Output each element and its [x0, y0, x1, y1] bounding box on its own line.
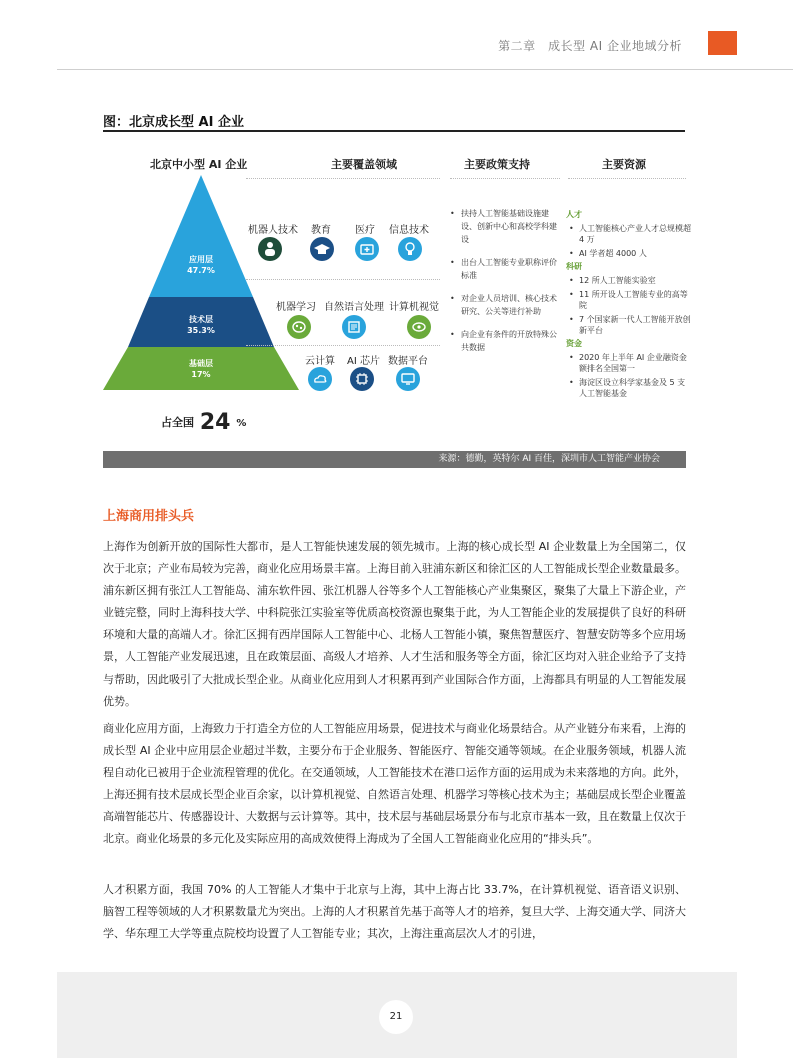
resource-item: • AI 学者超 4000 人 — [566, 248, 691, 259]
policy-item: • 向企业有条件的开放特殊公共数据 — [450, 328, 560, 354]
cloud-icon — [308, 367, 332, 391]
resource-item: • 2020 年上半年 AI 企业融资金额排名全国第一 — [566, 352, 691, 374]
resource-item: • 海淀区设立科学家基金及 5 支人工智能基金 — [566, 377, 691, 399]
policy-list — [450, 207, 560, 364]
coverage-medical: 医疗 — [355, 225, 375, 236]
policy-head-rule — [450, 178, 560, 179]
policy-item: • 扶持人工智能基础设施建设、创新中心和高校学科建设 — [450, 207, 560, 246]
foundation-layer-name: 基础层 — [189, 359, 213, 368]
coverage-divider-2 — [246, 345, 440, 346]
column-head-resources: 主要资源 — [602, 158, 646, 171]
paragraph-1: 上海作为创新开放的国际性大都市，是人工智能快速发展的领先城市。上海的核心成长型 AI 企业数量上为全国第二，仅次于北京；产业布局较为完善，商业化应用场景丰富。上海目前入驻浦东新区和徐汇区的人工智能成长型企业数量最多。浦东新区拥有张江人工智能岛、浦东软件园、张江机器人谷等多个人工智能核心产业集聚区，聚集了大量上下游企业，产业链完整，同时上海科技大学、中科院张江实验室等优质高校资源也聚集于此，为人工智能企业的发展提供了良好的科研环境和大量的高端人才。徐汇区拥有西岸国际人工智能中心、北杨人工智能小镇，聚焦智慧医疗、智慧安防等多个应用场景，人工智能产业发展迅速，且在政策层面、高级人才培养、人才生活和服务等全方面，徐汇区均对入驻企业给予了支持与帮助，因此吸引了大批成长型企业。从商业化应用到人才积累再到产业国际合作方面，上海都具有明显的人工智能发展优势。 — [103, 540, 686, 708]
paragraph-3: 人才积累方面，我国 70% 的人工智能人才集中于北京与上海，其中上海占比 33.7%，在计算机视觉、语音语义识别、脑智工程等领域的人才积累数量尤为突出。上海的人才积累首先基于高等人才的培养，复旦大学、上海交通大学、同济大学、华东理工大学等重点院校均设置了人工智能专业；其次，上海注重高层次人才的引进， — [103, 883, 686, 941]
eye-icon — [407, 315, 431, 339]
lightbulb-icon — [398, 237, 422, 261]
figure-source: 来源：德勤，英特尔 AI 百佳，深圳市人工智能产业协会 — [103, 451, 686, 468]
national-share-unit: % — [236, 418, 247, 429]
coverage-education: 教育 — [311, 225, 331, 236]
coverage-cloud: 云计算 — [305, 356, 335, 367]
resources-research-title: 科研 — [566, 262, 582, 271]
medical-kit-icon — [355, 237, 379, 261]
technology-layer-pct: 35.3% — [187, 326, 215, 335]
chip-icon — [350, 367, 374, 391]
page-number: 21 — [379, 1000, 413, 1034]
coverage-it: 信息技术 — [389, 225, 429, 236]
resource-item: • 7 个国家新一代人工智能开放创新平台 — [566, 314, 691, 336]
national-share-label: 占全国 — [161, 416, 194, 429]
pyramid-label-foundation — [161, 358, 241, 380]
resources-list — [566, 207, 691, 399]
coverage-ml: 机器学习 — [276, 302, 316, 313]
application-layer-pct: 47.7% — [187, 266, 215, 275]
coverage-cv: 计算机视觉 — [389, 302, 439, 313]
figure-title: 图：北京成长型 AI 企业 — [103, 115, 244, 130]
coverage-nlp: 自然语言处理 — [324, 302, 384, 313]
paragraph-2: 商业化应用方面，上海致力于打造全方位的人工智能应用场景，促进技术与商业化场景结合。从产业链分布来看，上海的成长型 AI 企业中应用层企业超过半数，主要分布于企业服务、智能医疗、智能交通等领域。在企业服务领域，机器人流程自动化已被用于企业流程管理的优化。在交通领域，人工智能技术在港口运作方面的运用成为未来落地的方向。此外，上海还拥有技术层成长型企业百余家，以计算机视觉、自然语言处理、机器学习等核心技术为主；基础层成长型企业覆盖高端智能芯片、传感器设计、大数据与云计算等。其中，技术层与基础层场景分布与北京市基本一致，且在数量上仅次于北京。商业化场景的多元化及实际应用的高成效使得上海成为了全国人工智能商业化应用的“排头兵”。 — [103, 722, 686, 846]
coverage-divider-1 — [246, 279, 440, 280]
column-head-coverage: 主要覆盖领域 — [331, 158, 397, 171]
resource-item: • 人工智能核心产业人才总规模超 4 万 — [566, 223, 691, 245]
resources-capital-title: 资金 — [566, 339, 582, 348]
header-divider — [57, 69, 793, 70]
national-share-value: 24 — [199, 410, 231, 435]
resource-item: • 11 所开设人工智能专业的高等院 — [566, 289, 691, 311]
monitor-icon — [396, 367, 420, 391]
brain-icon — [287, 315, 311, 339]
pyramid-label-application — [161, 254, 241, 276]
foundation-layer-pct: 17% — [191, 370, 211, 379]
resource-item: • 12 所人工智能实验室 — [566, 275, 691, 286]
resources-talent-title: 人才 — [566, 210, 582, 219]
pyramid-label-technology — [161, 314, 241, 336]
header-accent-square — [708, 31, 737, 55]
figure-title-rule — [103, 130, 685, 132]
pyramid-application-layer — [149, 175, 253, 297]
coverage-data-platform: 数据平台 — [388, 356, 428, 367]
section-title: 上海商用排头兵 — [103, 509, 195, 524]
column-head-policy: 主要政策支持 — [464, 158, 530, 171]
graduation-cap-icon — [310, 237, 334, 261]
policy-item: • 对企业人员培训、核心技术研究、公关等进行补助 — [450, 292, 560, 318]
column-head-companies: 北京中小型 AI 企业 — [150, 158, 248, 171]
chapter-header: 第二章 成长型 AI 企业地域分析 — [498, 39, 682, 53]
technology-layer-name: 技术层 — [189, 315, 213, 324]
coverage-robotics: 机器人技术 — [248, 225, 298, 236]
national-share — [161, 410, 246, 435]
coverage-chip: AI 芯片 — [347, 356, 380, 367]
resources-head-rule — [568, 178, 686, 179]
robot-person-icon — [258, 237, 282, 261]
text-document-icon — [342, 315, 366, 339]
policy-item: • 出台人工智能专业职称评价标准 — [450, 256, 560, 282]
application-layer-name: 应用层 — [189, 255, 213, 264]
